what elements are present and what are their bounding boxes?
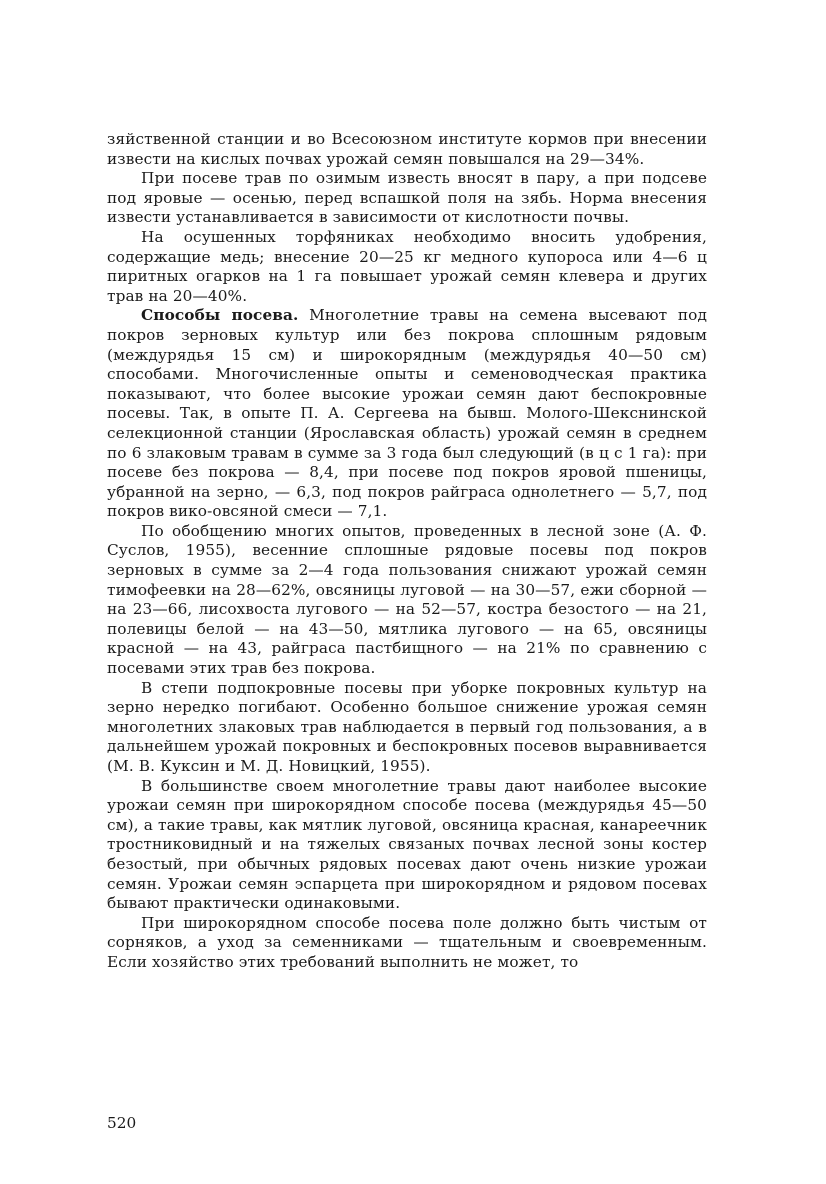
- paragraph-7: В большинстве своем многолетние травы дают наиболее высокие урожаи семян при широкорядном способе посева (междурядья 45—50 см), а такие травы, как мятлик луговой, овсяница красная, канареечник тростниковидный и на тяжелых связаных почвах лесной зоны костер безостый, при обычных рядовых посевах дают очень низкие урожаи семян. Урожаи семян эспарцета при широкорядном и рядовом посевах бывают практически одинаковыми.: [107, 776, 707, 913]
- paragraph-1: зяйственной станции и во Всесоюзном институте кормов при внесении извести на кислых почвах урожай семян повышался на 29—34%.: [107, 130, 707, 168]
- paragraph-3: На осушенных торфяниках необходимо вносить удобрения, содержащие медь; внесение 20—25 кг медного купороса или 4—6 ц пиритных огарков на 1 га повышает урожай семян клевера и других трав на 20—40%.: [107, 227, 707, 305]
- paragraph-8: При широкорядном способе посева поле должно быть чистым от сорняков, а уход за семенниками — тщательным и своевременным. Если хозяйство этих требований выполнить не может, то: [107, 913, 707, 971]
- paragraph-6: В степи подпокровные посевы при уборке покровных культур на зерно нередко погибают. Особенно большое снижение урожая семян многолетних злаковых трав наблюдается в первый год пользования, а в дальнейшем урожай покровных и беспокровных посевов выравнивается (М. В. Куксин и М. Д. Новицкий, 1955).: [107, 678, 707, 775]
- paragraph-4: [107, 306, 707, 522]
- page-body: [107, 130, 707, 973]
- paragraph-4-text: Многолетние травы на семена высевают под покров зерновых культур или без покрова сплошным рядовым (междурядья 15 см) и широкорядным (междурядья 40—50 см) способами. Многочисленные опыты и семеноводческая практика показывают, что более высокие урожаи семян дают беспокровные посевы. Так, в опыте П. А. Сергеева на бывш. Молого-Шекснинской селекционной станции (Ярославская область) урожай семян в среднем по 6 злаковым травам в сумме за 3 года был следующий (в ц с 1 га): при посеве без покрова — 8,4, при посеве под покров яровой пшеницы, убранной на зерно, — 6,3, под покров райграса однолетнего — 5,7, под покров вико-овсяной смеси — 7,1.: [107, 306, 707, 521]
- paragraph-2: При посеве трав по озимым известь вносят в пару, а при подсеве под яровые — осенью, перед вспашкой поля на зябь. Норма внесения извести устанавливается в зависимости от кислотности почвы.: [107, 169, 707, 227]
- page-number: 520: [107, 1114, 137, 1132]
- paragraph-5: По обобщению многих опытов, проведенных в лесной зоне (А. Ф. Суслов, 1955), весенние сплошные рядовые посевы под покров зерновых в сумме за 2—4 года пользования снижают урожай семян тимофеевки на 28—62%, овсяницы луговой — на 30—57, ежи сборной — на 23—66, лисохвоста лугового — на 52—57, костра безостого — на 21, полевицы белой — на 43—50, мятлика лугового — на 65, овсяницы красной — на 43, райграса пастбищного — на 21% по сравнению с посевами этих трав без покрова.: [107, 521, 707, 678]
- run-in-heading: Способы посева.: [141, 306, 299, 325]
